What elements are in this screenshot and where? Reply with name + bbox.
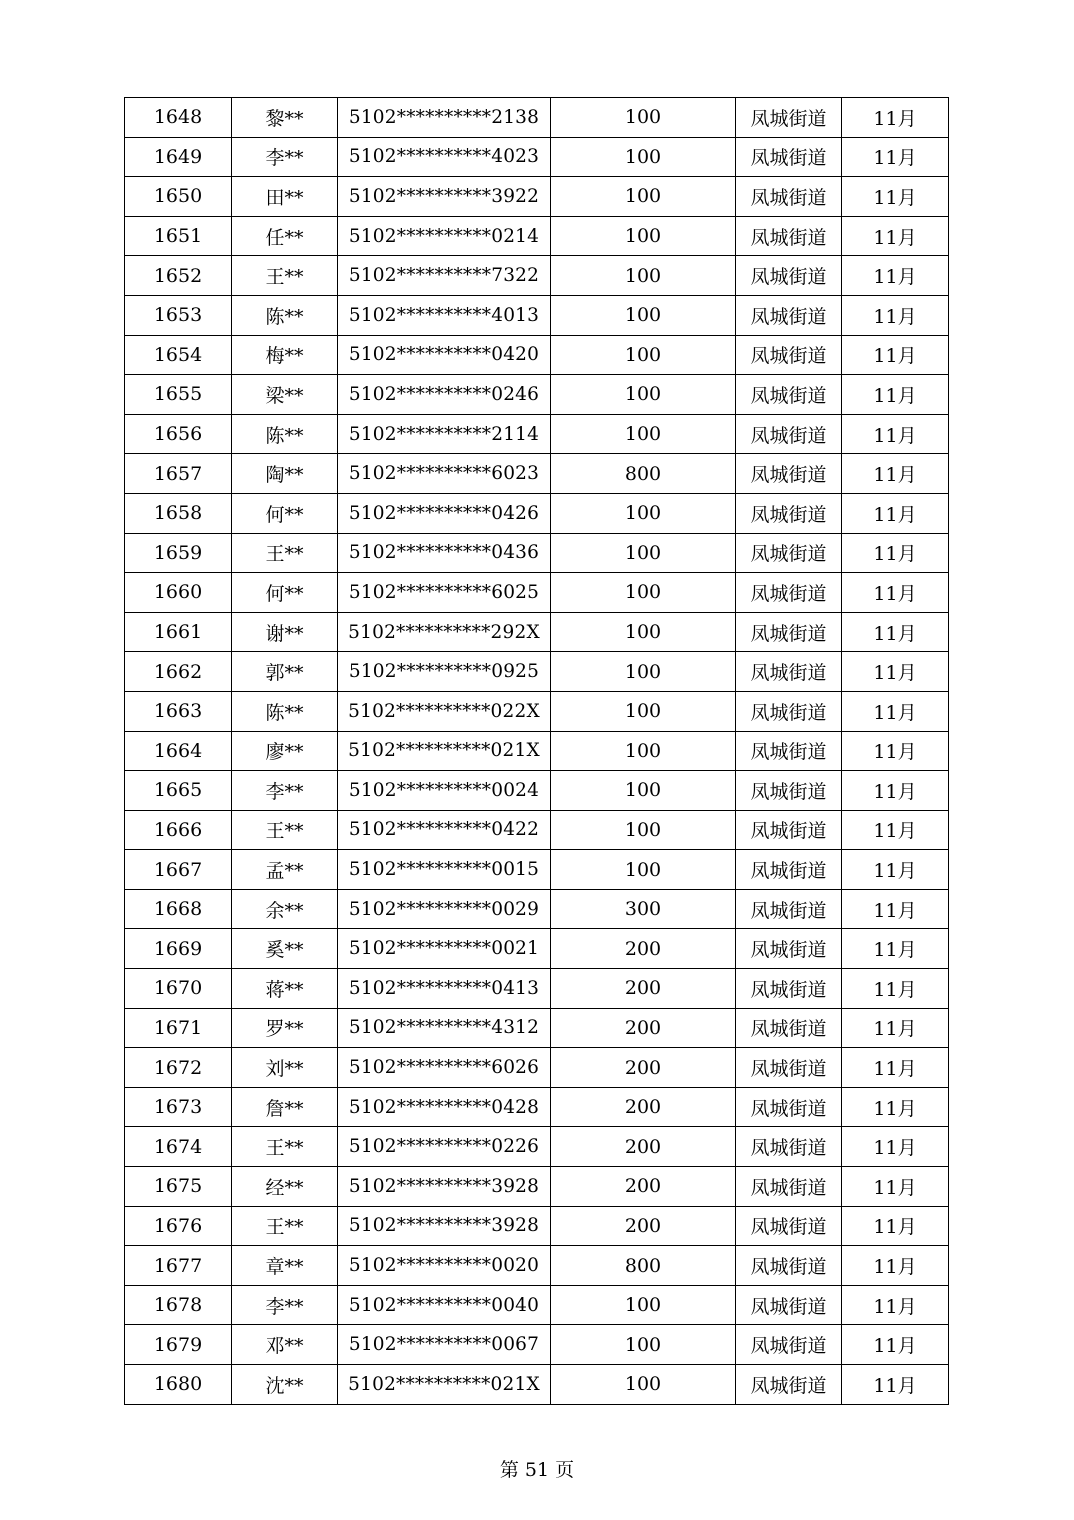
name-cell: 谢** xyxy=(232,612,338,652)
month-cell: 11月 xyxy=(842,1048,949,1088)
street-cell: 凤城街道 xyxy=(736,216,842,256)
table-row xyxy=(125,1246,949,1286)
month-cell: 11月 xyxy=(842,771,949,811)
id-number-cell: 5102**********3922 xyxy=(338,177,551,217)
id-number-cell: 5102**********0925 xyxy=(338,652,551,692)
table-row xyxy=(125,652,949,692)
serial-number-cell: 1667 xyxy=(125,850,232,890)
amount-cell: 100 xyxy=(551,691,736,731)
month-cell: 11月 xyxy=(842,1167,949,1207)
street-cell: 凤城街道 xyxy=(736,612,842,652)
table-row xyxy=(125,1285,949,1325)
month-cell: 11月 xyxy=(842,295,949,335)
amount-cell: 100 xyxy=(551,533,736,573)
month-cell: 11月 xyxy=(842,969,949,1009)
month-cell: 11月 xyxy=(842,1127,949,1167)
table-row xyxy=(125,1087,949,1127)
street-cell: 凤城街道 xyxy=(736,1167,842,1207)
id-number-cell: 5102**********6023 xyxy=(338,454,551,494)
amount-cell: 100 xyxy=(551,414,736,454)
table-row xyxy=(125,889,949,929)
amount-cell: 200 xyxy=(551,1167,736,1207)
table-row xyxy=(125,256,949,296)
month-cell: 11月 xyxy=(842,375,949,415)
serial-number-cell: 1650 xyxy=(125,177,232,217)
id-number-cell: 5102**********0420 xyxy=(338,335,551,375)
amount-cell: 100 xyxy=(551,216,736,256)
name-cell: 任** xyxy=(232,216,338,256)
name-cell: 何** xyxy=(232,493,338,533)
id-number-cell: 5102**********021X xyxy=(338,731,551,771)
table-row xyxy=(125,137,949,177)
street-cell: 凤城街道 xyxy=(736,295,842,335)
amount-cell: 100 xyxy=(551,850,736,890)
street-cell: 凤城街道 xyxy=(736,652,842,692)
name-cell: 田** xyxy=(232,177,338,217)
name-cell: 王** xyxy=(232,1127,338,1167)
street-cell: 凤城街道 xyxy=(736,1127,842,1167)
name-cell: 王** xyxy=(232,810,338,850)
month-cell: 11月 xyxy=(842,1206,949,1246)
month-cell: 11月 xyxy=(842,612,949,652)
amount-cell: 100 xyxy=(551,493,736,533)
street-cell: 凤城街道 xyxy=(736,1008,842,1048)
name-cell: 陈** xyxy=(232,691,338,731)
street-cell: 凤城街道 xyxy=(736,889,842,929)
id-number-cell: 5102**********292X xyxy=(338,612,551,652)
month-cell: 11月 xyxy=(842,454,949,494)
serial-number-cell: 1675 xyxy=(125,1167,232,1207)
amount-cell: 200 xyxy=(551,969,736,1009)
id-number-cell: 5102**********0214 xyxy=(338,216,551,256)
amount-cell: 800 xyxy=(551,454,736,494)
name-cell: 梅** xyxy=(232,335,338,375)
street-cell: 凤城街道 xyxy=(736,1206,842,1246)
amount-cell: 200 xyxy=(551,1048,736,1088)
street-cell: 凤城街道 xyxy=(736,98,842,138)
id-number-cell: 5102**********0226 xyxy=(338,1127,551,1167)
name-cell: 王** xyxy=(232,533,338,573)
name-cell: 刘** xyxy=(232,1048,338,1088)
id-number-cell: 5102**********0428 xyxy=(338,1087,551,1127)
serial-number-cell: 1677 xyxy=(125,1246,232,1286)
table-row xyxy=(125,969,949,1009)
table-row xyxy=(125,573,949,613)
street-cell: 凤城街道 xyxy=(736,771,842,811)
id-number-cell: 5102**********2138 xyxy=(338,98,551,138)
table-row xyxy=(125,1167,949,1207)
serial-number-cell: 1651 xyxy=(125,216,232,256)
name-cell: 梁** xyxy=(232,375,338,415)
table-row xyxy=(125,1008,949,1048)
id-number-cell: 5102**********021X xyxy=(338,1365,551,1405)
id-number-cell: 5102**********0413 xyxy=(338,969,551,1009)
name-cell: 陶** xyxy=(232,454,338,494)
month-cell: 11月 xyxy=(842,1087,949,1127)
name-cell: 余** xyxy=(232,889,338,929)
id-number-cell: 5102**********0436 xyxy=(338,533,551,573)
serial-number-cell: 1663 xyxy=(125,691,232,731)
street-cell: 凤城街道 xyxy=(736,137,842,177)
month-cell: 11月 xyxy=(842,652,949,692)
serial-number-cell: 1658 xyxy=(125,493,232,533)
serial-number-cell: 1654 xyxy=(125,335,232,375)
serial-number-cell: 1649 xyxy=(125,137,232,177)
id-number-cell: 5102**********4023 xyxy=(338,137,551,177)
serial-number-cell: 1664 xyxy=(125,731,232,771)
serial-number-cell: 1671 xyxy=(125,1008,232,1048)
table-row xyxy=(125,414,949,454)
table-row xyxy=(125,612,949,652)
serial-number-cell: 1673 xyxy=(125,1087,232,1127)
amount-cell: 100 xyxy=(551,731,736,771)
table-row xyxy=(125,1127,949,1167)
table-row xyxy=(125,177,949,217)
serial-number-cell: 1648 xyxy=(125,98,232,138)
street-cell: 凤城街道 xyxy=(736,929,842,969)
serial-number-cell: 1668 xyxy=(125,889,232,929)
street-cell: 凤城街道 xyxy=(736,731,842,771)
table-row xyxy=(125,375,949,415)
month-cell: 11月 xyxy=(842,1285,949,1325)
month-cell: 11月 xyxy=(842,216,949,256)
amount-cell: 200 xyxy=(551,929,736,969)
street-cell: 凤城街道 xyxy=(736,335,842,375)
amount-cell: 100 xyxy=(551,573,736,613)
records-table-body xyxy=(125,98,949,1405)
id-number-cell: 5102**********0067 xyxy=(338,1325,551,1365)
street-cell: 凤城街道 xyxy=(736,414,842,454)
amount-cell: 100 xyxy=(551,137,736,177)
table-row xyxy=(125,493,949,533)
serial-number-cell: 1672 xyxy=(125,1048,232,1088)
street-cell: 凤城街道 xyxy=(736,454,842,494)
table-row xyxy=(125,454,949,494)
amount-cell: 100 xyxy=(551,256,736,296)
name-cell: 奚** xyxy=(232,929,338,969)
month-cell: 11月 xyxy=(842,335,949,375)
serial-number-cell: 1669 xyxy=(125,929,232,969)
name-cell: 邓** xyxy=(232,1325,338,1365)
name-cell: 蒋** xyxy=(232,969,338,1009)
street-cell: 凤城街道 xyxy=(736,493,842,533)
name-cell: 陈** xyxy=(232,414,338,454)
id-number-cell: 5102**********0015 xyxy=(338,850,551,890)
month-cell: 11月 xyxy=(842,98,949,138)
month-cell: 11月 xyxy=(842,1008,949,1048)
id-number-cell: 5102**********0024 xyxy=(338,771,551,811)
amount-cell: 100 xyxy=(551,1285,736,1325)
name-cell: 詹** xyxy=(232,1087,338,1127)
amount-cell: 100 xyxy=(551,375,736,415)
serial-number-cell: 1670 xyxy=(125,969,232,1009)
table-row xyxy=(125,1365,949,1405)
month-cell: 11月 xyxy=(842,414,949,454)
serial-number-cell: 1661 xyxy=(125,612,232,652)
table-row xyxy=(125,533,949,573)
table-row xyxy=(125,850,949,890)
month-cell: 11月 xyxy=(842,533,949,573)
serial-number-cell: 1666 xyxy=(125,810,232,850)
id-number-cell: 5102**********2114 xyxy=(338,414,551,454)
month-cell: 11月 xyxy=(842,850,949,890)
amount-cell: 100 xyxy=(551,771,736,811)
street-cell: 凤城街道 xyxy=(736,573,842,613)
id-number-cell: 5102**********0426 xyxy=(338,493,551,533)
amount-cell: 800 xyxy=(551,1246,736,1286)
id-number-cell: 5102**********6026 xyxy=(338,1048,551,1088)
id-number-cell: 5102**********0422 xyxy=(338,810,551,850)
id-number-cell: 5102**********6025 xyxy=(338,573,551,613)
name-cell: 郭** xyxy=(232,652,338,692)
amount-cell: 100 xyxy=(551,177,736,217)
id-number-cell: 5102**********0246 xyxy=(338,375,551,415)
serial-number-cell: 1662 xyxy=(125,652,232,692)
street-cell: 凤城街道 xyxy=(736,256,842,296)
amount-cell: 200 xyxy=(551,1127,736,1167)
table-row xyxy=(125,929,949,969)
table-row xyxy=(125,771,949,811)
name-cell: 李** xyxy=(232,771,338,811)
month-cell: 11月 xyxy=(842,573,949,613)
name-cell: 章** xyxy=(232,1246,338,1286)
amount-cell: 100 xyxy=(551,612,736,652)
table-row xyxy=(125,1048,949,1088)
street-cell: 凤城街道 xyxy=(736,1246,842,1286)
month-cell: 11月 xyxy=(842,929,949,969)
serial-number-cell: 1678 xyxy=(125,1285,232,1325)
name-cell: 王** xyxy=(232,1206,338,1246)
street-cell: 凤城街道 xyxy=(736,177,842,217)
month-cell: 11月 xyxy=(842,1365,949,1405)
table-row xyxy=(125,810,949,850)
month-cell: 11月 xyxy=(842,810,949,850)
amount-cell: 100 xyxy=(551,1365,736,1405)
amount-cell: 100 xyxy=(551,335,736,375)
street-cell: 凤城街道 xyxy=(736,1087,842,1127)
table-row xyxy=(125,1325,949,1365)
serial-number-cell: 1657 xyxy=(125,454,232,494)
month-cell: 11月 xyxy=(842,691,949,731)
amount-cell: 100 xyxy=(551,652,736,692)
serial-number-cell: 1655 xyxy=(125,375,232,415)
amount-cell: 100 xyxy=(551,810,736,850)
name-cell: 李** xyxy=(232,1285,338,1325)
month-cell: 11月 xyxy=(842,1325,949,1365)
street-cell: 凤城街道 xyxy=(736,1285,842,1325)
serial-number-cell: 1653 xyxy=(125,295,232,335)
id-number-cell: 5102**********0020 xyxy=(338,1246,551,1286)
name-cell: 何** xyxy=(232,573,338,613)
serial-number-cell: 1652 xyxy=(125,256,232,296)
serial-number-cell: 1674 xyxy=(125,1127,232,1167)
table-row xyxy=(125,335,949,375)
records-table xyxy=(124,97,949,1405)
id-number-cell: 5102**********3928 xyxy=(338,1167,551,1207)
serial-number-cell: 1665 xyxy=(125,771,232,811)
page-number: 第 51 页 xyxy=(499,1459,575,1481)
id-number-cell: 5102**********022X xyxy=(338,691,551,731)
serial-number-cell: 1679 xyxy=(125,1325,232,1365)
street-cell: 凤城街道 xyxy=(736,1325,842,1365)
name-cell: 陈** xyxy=(232,295,338,335)
month-cell: 11月 xyxy=(842,256,949,296)
amount-cell: 200 xyxy=(551,1008,736,1048)
id-number-cell: 5102**********7322 xyxy=(338,256,551,296)
table-row xyxy=(125,1206,949,1246)
street-cell: 凤城街道 xyxy=(736,850,842,890)
month-cell: 11月 xyxy=(842,1246,949,1286)
serial-number-cell: 1660 xyxy=(125,573,232,613)
amount-cell: 300 xyxy=(551,889,736,929)
month-cell: 11月 xyxy=(842,731,949,771)
id-number-cell: 5102**********4312 xyxy=(338,1008,551,1048)
street-cell: 凤城街道 xyxy=(736,691,842,731)
table-row xyxy=(125,98,949,138)
name-cell: 沈** xyxy=(232,1365,338,1405)
name-cell: 孟** xyxy=(232,850,338,890)
serial-number-cell: 1676 xyxy=(125,1206,232,1246)
month-cell: 11月 xyxy=(842,889,949,929)
name-cell: 李** xyxy=(232,137,338,177)
serial-number-cell: 1656 xyxy=(125,414,232,454)
serial-number-cell: 1680 xyxy=(125,1365,232,1405)
amount-cell: 100 xyxy=(551,98,736,138)
table-row xyxy=(125,216,949,256)
month-cell: 11月 xyxy=(842,177,949,217)
id-number-cell: 5102**********0029 xyxy=(338,889,551,929)
amount-cell: 200 xyxy=(551,1087,736,1127)
street-cell: 凤城街道 xyxy=(736,1048,842,1088)
table-row xyxy=(125,691,949,731)
amount-cell: 100 xyxy=(551,1325,736,1365)
name-cell: 黎** xyxy=(232,98,338,138)
month-cell: 11月 xyxy=(842,137,949,177)
street-cell: 凤城街道 xyxy=(736,533,842,573)
id-number-cell: 5102**********4013 xyxy=(338,295,551,335)
amount-cell: 200 xyxy=(551,1206,736,1246)
table-row xyxy=(125,295,949,335)
amount-cell: 100 xyxy=(551,295,736,335)
street-cell: 凤城街道 xyxy=(736,969,842,1009)
id-number-cell: 5102**********0040 xyxy=(338,1285,551,1325)
id-number-cell: 5102**********3928 xyxy=(338,1206,551,1246)
id-number-cell: 5102**********0021 xyxy=(338,929,551,969)
street-cell: 凤城街道 xyxy=(736,810,842,850)
month-cell: 11月 xyxy=(842,493,949,533)
serial-number-cell: 1659 xyxy=(125,533,232,573)
name-cell: 经** xyxy=(232,1167,338,1207)
street-cell: 凤城街道 xyxy=(736,375,842,415)
name-cell: 廖** xyxy=(232,731,338,771)
name-cell: 罗** xyxy=(232,1008,338,1048)
table-row xyxy=(125,731,949,771)
name-cell: 王** xyxy=(232,256,338,296)
street-cell: 凤城街道 xyxy=(736,1365,842,1405)
